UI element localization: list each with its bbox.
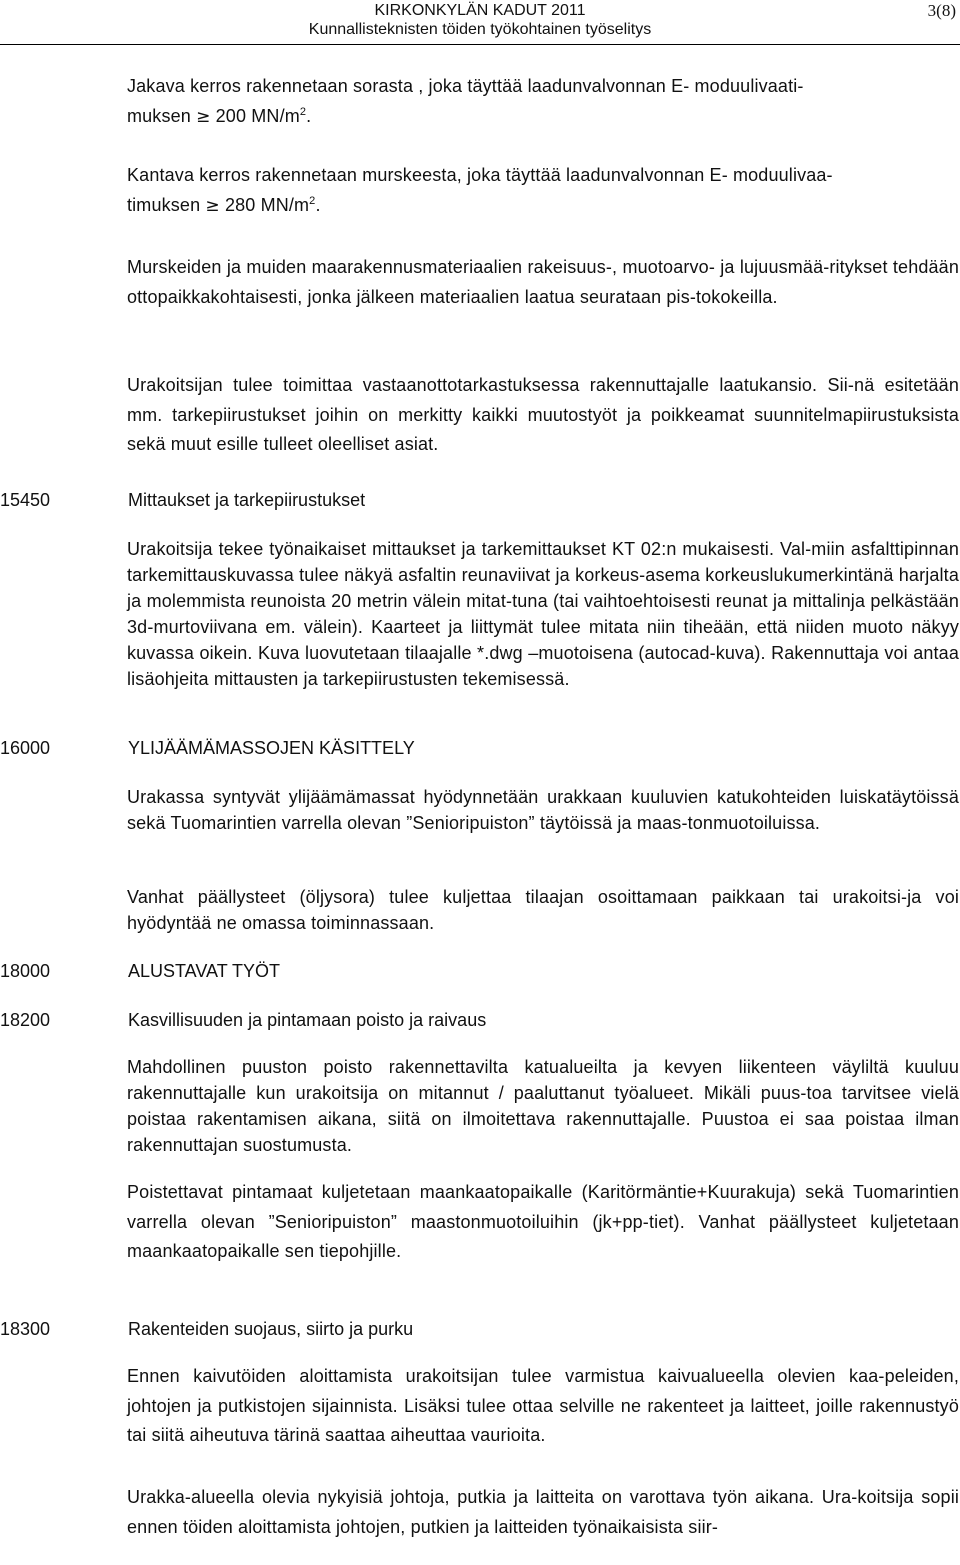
section-number: 18300	[0, 1319, 51, 1339]
section-paragraph: Ennen kaivutöiden aloittamista urakoitsijan tulee varmistua kaivualueella olevien kaa-peleiden, johtojen ja putkistojen sijainnista. Lisäksi tulee ottaa selville ne rakenteet ja laitteet, joille rakennustyö tai siitä aiheutuva tärinä saattaa aiheuttaa vaurioita.	[127, 1366, 959, 1445]
greater-equal-symbol: ≥	[196, 106, 211, 127]
section-paragraph: Urakoitsija tekee työnaikaiset mittaukset ja tarkemittaukset KT 02:n mukaisesti. Val-miin asfalttipinnan tarkemittauskuvassa tulee näkyä asfaltin reunaviivat ja korkeus-asema korkeuslukumerkintänä harjalta ja molemmista reunoista 20 metrin välein mitat-tuna (tai vaihtoehtoisesti reunat ja mittalinja pelkästään 3d-murtoviivana em. välein). Kaarteet ja liittymät tulee mitata niin tiheään, että niiden muoto näkyy kuvassa oikein. Kuva luovutetaan tilaajalle *.dwg –muotoisena (autocad-kuva). Rakennuttaja voi antaa lisäohjeita mittausten ja tarkepiirustusten tekemisessä.	[127, 539, 959, 689]
page-number: 3(8)	[927, 1, 956, 20]
header-subtitle: Kunnallisteknisten töiden työkohtainen työselitys	[308, 21, 652, 38]
paragraph-line: Kantava kerros rakennetaan murskeesta, joka täyttää laadunvalvonnan E- moduulivaa-	[127, 165, 833, 185]
paragraph-kantava-kerros	[127, 161, 959, 221]
greater-equal-symbol: ≥	[205, 195, 220, 216]
paragraph-murskeet: Murskeiden ja muiden maarakennusmateriaalien rakeisuus-, muotoarvo- ja lujuusmää-ritykset tehdään ottopaikkakohtaisesti, jonka jälkeen materiaalien laatua seurataan pis-tokokeilla.	[127, 257, 959, 307]
section-paragraph: Poistettavat pintamaat kuljetetaan maankaatopaikalle (Karitörmäntie+Kuurakuja) sekä Tuomarintien varrella olevan ”Senioripuiston” maastonmuotoiluihin (jk+pp-tiet). Vanhat päällysteet kuljetetaan maankaatopaikalle sen tiepohjille.	[127, 1182, 959, 1261]
paragraph-laatukansio: Urakoitsijan tulee toimittaa vastaanottotarkastuksessa rakennuttajalle laatukansio. Sii-nä esitetään mm. tarkepiirustukset joihin on merkitty kaikki muutostyöt ja poikkeamat suunnitelmapiirustuksista sekä muut esille tulleet oleelliset asiat.	[127, 375, 959, 454]
section-paragraph: Mahdollinen puuston poisto rakennettavilta katualueilta ja kevyen liikenteen väyliltä kuuluu rakennuttajalle kun urakoitsija on mitannut / paaluttanut työalueet. Mikäli puus-toa tarvitsee vielä poistaa rakentamisen aikana, siitä on ilmoitettava rakennuttajalle. Puustoa ei saa poistaa ilman rakennuttajan suostumusta.	[127, 1057, 959, 1155]
paragraph-jakava-kerros	[127, 72, 959, 132]
paragraph-line: Jakava kerros rakennetaan sorasta , joka täyttää laadunvalvonnan E- moduulivaati-	[127, 76, 804, 96]
paragraph-text: timuksen	[127, 194, 201, 215]
section-paragraph: Vanhat päällysteet (öljysora) tulee kuljettaa tilaajan osoittamaan paikkaan tai urakoitsi-ja voi hyödyntää ne omassa toiminnassaan.	[127, 887, 959, 933]
paragraph-text: .	[306, 105, 312, 126]
section-title: Rakenteiden suojaus, siirto ja purku	[128, 1319, 414, 1339]
paragraph-text: 280 MN/m	[219, 194, 310, 215]
section-title: Kasvillisuuden ja pintamaan poisto ja raivaus	[128, 1010, 487, 1030]
section-number: 18000	[0, 961, 51, 981]
section-paragraph: Urakka-alueella olevia nykyisiä johtoja, putkia ja laitteita on varottava työn aikana. Ura-koitsija sopii ennen töiden aloittamista johtojen, putkien ja laitteiden työnaikaisista siir-	[127, 1487, 959, 1537]
section-number: 16000	[0, 738, 51, 758]
paragraph-text: 200 MN/m	[210, 105, 300, 126]
header-title: KIRKONKYLÄN KADUT 2011	[374, 2, 586, 19]
section-number: 15450	[0, 490, 51, 510]
section-paragraph: Urakassa syntyvät ylijäämämassat hyödynnetään urakkaan kuuluvien katukohteiden luiskatäytöissä sekä Tuomarintien varrella olevan ”Senioripuiston” täytöissä ja maas-tonmuotoiluissa.	[127, 787, 959, 833]
superscript: 2	[299, 105, 307, 118]
section-title: Mittaukset ja tarkepiirustukset	[128, 490, 366, 510]
header-divider	[0, 44, 960, 45]
section-title: ALUSTAVAT TYÖT	[128, 961, 281, 981]
section-number: 18200	[0, 1010, 51, 1030]
section-title: YLIJÄÄMÄMASSOJEN KÄSITTELY	[128, 738, 415, 758]
superscript: 2	[309, 194, 316, 207]
paragraph-text: .	[315, 194, 321, 215]
paragraph-text: muksen	[127, 105, 191, 126]
